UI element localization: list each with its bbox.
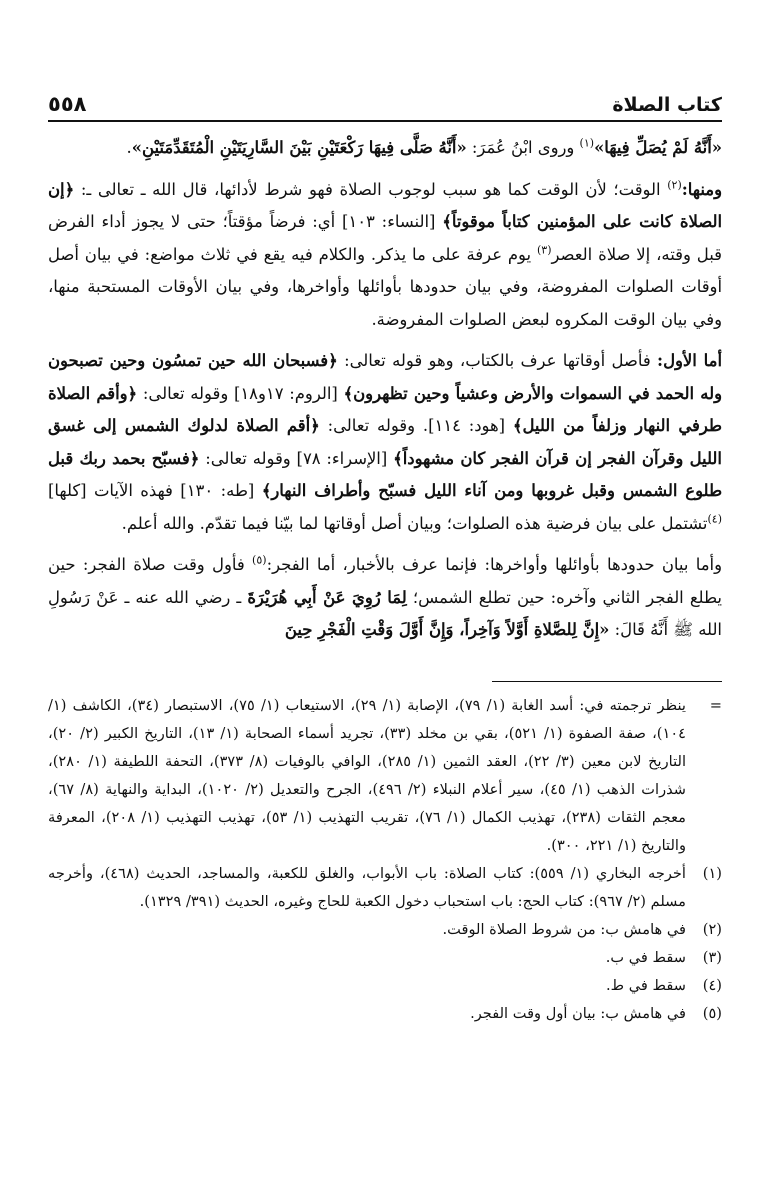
text-run: [الروم: ١٧و١٨] وقوله تعالى: bbox=[137, 383, 344, 403]
paragraph-1 bbox=[48, 132, 722, 165]
text-run: ـ رضي الله عنه ـ عَنْ رَسُولِ الله ﷺ أَنَّهُ قَالَ: bbox=[48, 587, 722, 639]
footnote-2 bbox=[48, 916, 722, 944]
footnote-text: سقط في ط. bbox=[605, 976, 686, 994]
quran-verse: ﴿فسبحان الله حين تمسُون وحين تصبحون وله الحمد في السموات والأرض وعشياً وحين تظهرون﴾ bbox=[48, 351, 722, 403]
footnote-number: (٤) bbox=[702, 976, 722, 994]
text-run: فأصل أوقاتها عرف بالكتاب، وهو قوله تعالى: bbox=[337, 351, 658, 370]
footnote-1 bbox=[48, 860, 722, 916]
footnote-ref-5: (٥) bbox=[252, 553, 267, 567]
text-run: الوقت؛ لأن الوقت كما هو سبب لوجوب الصلاة فهو شرط لأدائها، قال الله ـ تعالى ـ: bbox=[74, 179, 668, 199]
quran-verse: ﴿فسبّح بحمد ربك قبل طلوع الشمس وقبل غروبها ومن آناء الليل فسبّح وأطراف النهار﴾ bbox=[48, 448, 723, 500]
footnote-ref-4: (٤) bbox=[707, 512, 722, 526]
paragraph-3 bbox=[48, 345, 722, 540]
footnote-continued bbox=[48, 692, 722, 860]
narrator-name: لِمَا رُوِيَ عَنْ أَبِي هُرَيْرَةَ bbox=[247, 587, 407, 607]
paragraph-2 bbox=[48, 174, 722, 337]
footnote-text: أخرجه البخاري (١/ ٥٥٩): كتاب الصلاة: باب الأبواب، والغلق للكعبة، والمساجد، الحديث (٤٦٨)، وأخرجه مسلم (٢/ ٩٦٧): كتاب الحج: باب استحباب دخول الكعبة للحاج وغيره، الحديث (٣٩١/ ١٣٢٩). bbox=[48, 864, 686, 910]
footnote-number: (٢) bbox=[702, 920, 722, 938]
footnote-text: ينظر ترجمته في: أسد الغابة (١/ ٧٩)، الإصابة (١/ ٢٩)، الاستيعاب (١/ ٧٥)، الاستبصار (٣٤)، الكاشف (١/ ١٠٤)، صفة الصفوة (١/ ٥٢١)، بقي بن مخلد (٣٣)، تجريد أسماء الصحابة (١/ ١٣)، التاريخ الكبير (٢/ ٢٠)، التاريخ لابن معين (٣/ ٢٢)، العقد الثمين (١/ ٢٨٥)، الوافي بالوفيات (٨/ ٣٧٣)، التحفة اللطيفة (١/ ٢٨٠)، شذرات الذهب (١/ ٤٥)، سير أعلام النبلاء (٢/ ٤٩٦)، الجرح والتعديل (٢/ ١٠٢٠)، البداية والنهاية (٨/ ٦٧)، معجم الثقات (٢٣٨)، تهذيب الكمال (١/ ٧٦)، تقريب التهذيب (١/ ٥٣)، تهذيب التهذيب (١/ ٢٠٨)، المعرفة والتاريخ (١/ ٢٢١، ٣٠٠). bbox=[48, 696, 687, 854]
quran-verse: ﴿أقم الصلاة لدلوك الشمس إلى غسق الليل وقرآن الفجر إن قرآن الفجر كان مشهوداً﴾ bbox=[48, 416, 722, 468]
footnote-4 bbox=[48, 972, 722, 1000]
hadith-quote: «إِنَّ لِلصَّلاةِ أَوَّلاً وَآخِراً، وَإِنَّ أَوَّلَ وَقْتِ الْفَجْرِ حِينَ bbox=[284, 620, 610, 639]
text-run: يوم عرفة على ما يذكر. والكلام فيه يقع في ثلاث مواضع: في بيان أصل أوقات الصلوات المفروضة، وفي بيان حدودها بأوائلها وأواخرها، وفي بيان الأوقات المستحبة منها، وفي بيان الوقت المكروه لبعض الصلوات المفروضة. bbox=[48, 244, 722, 329]
footnote-3 bbox=[48, 944, 722, 972]
page-number: ٥٥٨ bbox=[48, 92, 87, 116]
text-run: [طه: ١٣٠] فهذه الآيات [كلها] bbox=[48, 481, 262, 500]
footnote-text: في هامش ب: بيان أول وقت الفجر. bbox=[470, 1004, 686, 1022]
text-run: [الإسراء: ٧٨] وقوله تعالى: bbox=[199, 448, 394, 468]
text-run: تشتمل على بيان فرضية هذه الصلوات؛ وبيان أصل أوقاتها لما بيّنا فيما تقدّم. والله أعلم. bbox=[121, 513, 708, 533]
text-run: . bbox=[126, 138, 132, 157]
quran-verse: ﴿إن الصلاة كانت على المؤمنين كتاباً موقوتاً﴾ bbox=[48, 179, 722, 231]
text-run: وروى ابْنُ عُمَرَ: bbox=[466, 138, 580, 157]
footnote-ref-2: (٢) bbox=[667, 178, 682, 192]
footnote-5 bbox=[48, 1000, 722, 1028]
hadith-quote: «أَنَّهُ لَمْ يُصَلِّ فِيهَا» bbox=[594, 138, 722, 157]
footnote-ref-3: (٣) bbox=[536, 243, 552, 257]
footnote-list bbox=[48, 692, 722, 1028]
text-run: فأول وقت صلاة الفجر: حين يطلع الفجر الثاني وآخره: حين تطلع الشمس؛ bbox=[48, 555, 722, 607]
text-run: [النساء: ١٠٣] أي: فرضاً مؤقتاً؛ حتى لا يجوز أداء الفرض قبل وقته، إلا صلاة العصر bbox=[48, 212, 722, 264]
text-run: [هود: ١١٤]. وقوله تعالى: bbox=[319, 416, 513, 435]
section-lead: أما الأول: bbox=[657, 351, 722, 370]
quran-verse: ﴿وأقم الصلاة طرفي النهار وزلفاً من الليل﴾ bbox=[48, 383, 722, 435]
paragraph-4 bbox=[48, 549, 722, 647]
page-header bbox=[48, 92, 722, 122]
footnote-ref-1: (١) bbox=[579, 136, 595, 150]
section-lead: ومنها: bbox=[681, 179, 722, 199]
text-run: وأما بيان حدودها بأوائلها وأواخرها: فإنما عرف بالأخبار، أما الفجر: bbox=[266, 555, 723, 574]
footnote-text: سقط في ب. bbox=[605, 948, 686, 966]
book-page bbox=[48, 92, 722, 1028]
hadith-quote: «أَنَّهُ صَلَّى فِيهَا رَكْعَتَيْنِ بَيْنَ السَّارِيَتَيْنِ الْمُتَقَدِّمَتَيْنِ» bbox=[131, 138, 467, 157]
footnote-divider bbox=[492, 681, 722, 682]
footnote-number: (٥) bbox=[702, 1004, 722, 1022]
running-title: كتاب الصلاة bbox=[612, 94, 722, 116]
footnote-text: في هامش ب: من شروط الصلاة الوقت. bbox=[442, 920, 686, 938]
footnote-number: (١) bbox=[702, 864, 722, 882]
footnote-number: (٣) bbox=[702, 948, 722, 966]
footnote-number: = bbox=[709, 696, 722, 714]
